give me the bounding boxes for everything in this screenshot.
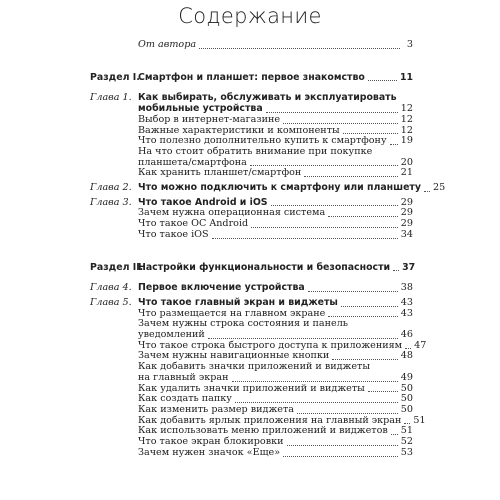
toc-entry xyxy=(90,230,413,241)
toc-entry-page: 3 xyxy=(406,39,413,50)
toc-entry-number: Глава 5. xyxy=(90,296,132,308)
dot-leader xyxy=(424,191,430,192)
toc-entry-page: 43 xyxy=(400,307,413,319)
dot-leader xyxy=(391,434,398,435)
toc-entry-page: 37 xyxy=(402,261,416,273)
toc-entry-page: 12 xyxy=(400,124,413,136)
dot-leader xyxy=(405,348,411,349)
toc-entry-title: Что такое главный экран и виджеты xyxy=(138,296,338,308)
toc-entry-page: 50 xyxy=(400,382,413,394)
toc-entry-title-continuation: мобильные устройства xyxy=(138,103,263,115)
toc-entry-page: 50 xyxy=(400,393,413,405)
toc-entry-page: 53 xyxy=(400,446,413,458)
toc-entry-title: Зачем нужен значок «Еще» xyxy=(138,446,281,458)
toc-entry-page: 34 xyxy=(400,228,413,240)
dot-leader xyxy=(283,123,398,124)
dot-leader xyxy=(212,238,398,239)
toc-entry-title: Что размещается на главном экране xyxy=(138,307,326,319)
toc-entry xyxy=(90,261,416,274)
toc-entry xyxy=(90,283,413,294)
toc-entry xyxy=(90,40,413,51)
toc-entry-page: 20 xyxy=(400,156,413,168)
toc-entry-title: Как создать папку xyxy=(138,393,232,405)
toc-entry-title: Что такое экран блокировки xyxy=(138,436,284,448)
toc-entry-page: 29 xyxy=(400,196,413,208)
toc-entry-title: Что полезно дополнительно купить к смартфону xyxy=(138,135,387,147)
toc-entry-page: 46 xyxy=(400,329,413,341)
dot-leader xyxy=(328,216,398,217)
toc-entry-title: Настройки функциональности и безопасности xyxy=(138,261,391,273)
toc-entry-title: Что такое ОС Android xyxy=(138,218,249,230)
dot-leader xyxy=(308,291,398,292)
toc-entry-title-continuation: уведомлений xyxy=(138,329,205,341)
toc-entry-page: 48 xyxy=(400,350,413,362)
dot-leader xyxy=(250,165,398,166)
toc-entry-number: Раздел II. xyxy=(90,261,144,273)
toc-entry-title: Что можно подключить к смартфону или планшету xyxy=(138,182,421,194)
dot-leader xyxy=(332,359,398,360)
dot-leader xyxy=(341,306,398,307)
dot-leader xyxy=(368,391,398,392)
dot-leader xyxy=(271,205,398,206)
dot-leader xyxy=(390,144,398,145)
dot-leader xyxy=(251,227,398,228)
toc-entry xyxy=(90,73,413,84)
toc-entry-page: 12 xyxy=(400,103,413,115)
toc-entry-title: На что стоит обратить внимание при покупке xyxy=(138,145,373,157)
toc-entry xyxy=(90,182,446,194)
toc-entry-page: 11 xyxy=(399,71,413,83)
toc-entry xyxy=(90,448,413,459)
dot-leader xyxy=(297,413,398,414)
dot-leader xyxy=(368,80,397,81)
toc-entry-page: 12 xyxy=(400,113,413,125)
toc-entry-page: 51 xyxy=(413,414,426,426)
toc-entry-page: 25 xyxy=(432,182,446,194)
toc-entry-page: 29 xyxy=(400,207,413,219)
toc-entry-page: 52 xyxy=(400,436,413,448)
toc-entry-title: Первое включение устройства xyxy=(138,282,305,294)
toc-entry-title: Зачем нужна операционная система xyxy=(138,207,326,219)
toc-entry-title: Как хранить планшет/смартфон xyxy=(138,167,302,179)
dot-leader xyxy=(208,338,398,339)
dot-leader xyxy=(283,456,398,457)
dot-leader xyxy=(287,445,398,446)
toc-entry-title: Смартфон и планшет: первое знакомство xyxy=(138,71,365,83)
toc-entry-title: Как добавить ярлык приложения на главный экран xyxy=(138,414,402,426)
toc-entry-title-continuation: на главный экран xyxy=(138,371,229,383)
toc-entry-title: Что такое Android и iOS xyxy=(138,196,268,208)
dot-leader xyxy=(343,133,398,134)
toc-entry-number: Глава 1. xyxy=(90,92,132,104)
toc-entry-page: 50 xyxy=(400,403,413,415)
toc-entry-page: 38 xyxy=(400,282,413,294)
dot-leader xyxy=(393,270,399,271)
toc-entry-title: Как использовать меню приложений и виджетов xyxy=(138,425,388,437)
dot-leader xyxy=(199,48,400,49)
toc-entry xyxy=(90,168,413,179)
toc-entry-page: 47 xyxy=(414,339,427,351)
dot-leader xyxy=(404,423,410,424)
toc-entry-number: Раздел I. xyxy=(90,71,140,83)
toc-entry-title: Выбор в интернет-магазине xyxy=(138,113,281,125)
toc-entry-page: 43 xyxy=(400,296,413,308)
toc-entry-title: Как выбирать, обслуживать и эксплуатировать xyxy=(138,92,397,104)
toc-entry-title: От автора xyxy=(138,39,197,50)
toc-entry-title: Зачем нужны навигационные кнопки xyxy=(138,350,330,362)
toc-entry-number: Глава 4. xyxy=(90,282,132,294)
toc-entry-page: 29 xyxy=(400,218,413,230)
dot-leader xyxy=(304,176,398,177)
dot-leader xyxy=(328,316,398,317)
toc-entry xyxy=(90,115,413,126)
toc-entry-title: Что такое iOS xyxy=(138,228,209,240)
toc-entry-page: 49 xyxy=(400,371,413,383)
toc-entry-page: 19 xyxy=(400,135,413,147)
toc-entry-page: 51 xyxy=(400,425,413,437)
toc-entry-title: Важные характеристики и компоненты xyxy=(138,124,340,136)
toc-entry-page: 21 xyxy=(400,167,413,179)
toc-entry-title: Как изменить размер виджета xyxy=(138,403,294,415)
toc-entry-title: Как удалить значки приложений и виджеты xyxy=(138,382,365,394)
page-title: Содержание xyxy=(178,4,322,28)
dot-leader xyxy=(235,402,398,403)
toc-entry-title: Как добавить значки приложений и виджеты xyxy=(138,361,371,373)
toc-entry-continuation xyxy=(90,373,413,384)
toc-entry-title: Что такое строка быстрого доступа к приложениям xyxy=(138,339,403,351)
toc-entry-number: Глава 2. xyxy=(90,182,132,194)
dot-leader xyxy=(266,112,398,113)
toc-entry-title-continuation: планшета/смартфона xyxy=(138,156,247,168)
toc-entry-title: Зачем нужны строка состояния и панель xyxy=(138,318,349,330)
table-of-contents xyxy=(90,39,446,459)
dot-leader xyxy=(232,381,398,382)
toc-entry-number: Глава 3. xyxy=(90,196,132,208)
